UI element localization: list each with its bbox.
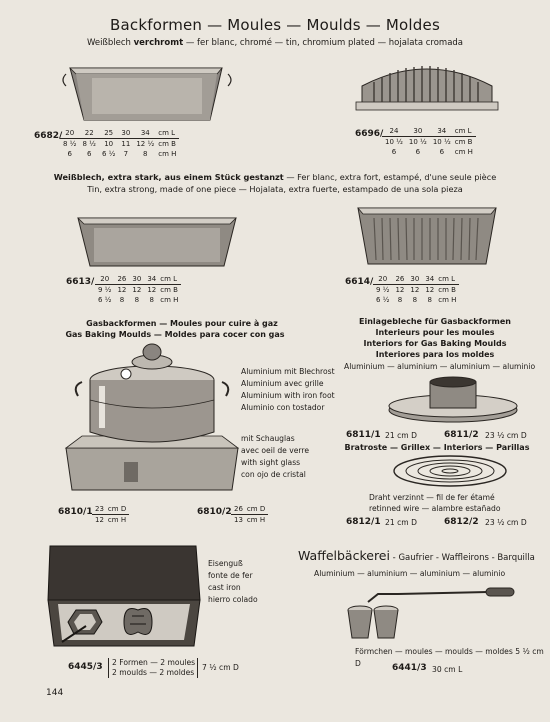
waffle-iron-illustration [338,582,518,644]
page-subtitle: Weißblech verchromt — fer blanc, chromé — tin, chromium plated — hojalata cromada [86,38,464,48]
spec-cell: 30 [407,274,422,285]
spec-cell: 34 [422,274,437,285]
waffle-heading: Waffelbäckerei - Gaufrier - Waffleirons - Barquilla [298,548,535,563]
item-6441-code: 6441/3 [392,663,427,673]
gas-moulds-heading-2: Gas Baking Moulds — Moldes para cocer con gas [65,330,285,339]
spec-cell: 30 [406,126,430,137]
spec-cell: cm H [160,296,179,305]
spec-cell: 10 ½ [432,138,451,146]
item-6810-1-code: 6810/1 [58,507,93,517]
item-6811-2-size: 23 ½ cm D [485,431,527,440]
ribbed-pan-illustration [352,200,502,270]
spec-cell: cm D [107,504,129,515]
gas-mould-desc-2: mit Schauglas avec oeil de verre with sight glass con ojo de cristal [241,434,310,479]
item-6445-desc: 2 Formen — 2 moules 2 moulds — 2 moldes [108,658,195,678]
spec-cell: 20 [60,128,79,139]
grill-illustration [390,452,510,490]
waffle-note: Förmchen — moules — moulds — moldes 5 ½ cm D [355,647,544,668]
spec-cell: 11 [121,140,131,148]
spec-cell: 8 ½ [82,140,96,148]
spec-cell: 34 [133,128,157,139]
spec-cell: 6 [67,150,72,159]
spec-cell: 8 [119,296,125,305]
section-extra-strong-subheading: Tin, extra strong, made of one piece — Hojalata, extra fuerte, estampado de una sola pieza [87,184,463,194]
spec-cell: cm L [159,274,181,285]
spec-cell: 34 [430,126,454,137]
spec-cell: 12 [132,286,142,294]
item-6445-size: 7 ½ cm D [197,658,239,678]
item-6810-1-table [92,504,129,525]
item-6682-code: 6682/ [34,131,63,141]
spec-cell: 6 [86,150,92,159]
spec-cell: 20 [95,274,114,285]
spec-cell: 26 [392,274,407,285]
spec-cell: 25 [99,128,118,139]
item-6811-2-code: 6811/2 [444,430,479,440]
spec-cell: 30 [118,128,133,139]
item-6810-2-table [231,504,268,525]
item-6812-1-code: 6812/1 [346,517,381,527]
waffle-material: Aluminium — aluminium — aluminium — aluminio [314,569,506,578]
item-6812-2-code: 6812/2 [444,517,479,527]
spec-cell: cm H [438,296,457,305]
spec-cell: 12 [95,516,104,524]
spec-cell: 8 [143,150,148,159]
spec-cell: 12 ½ [136,140,155,148]
item-6614-code: 6614/ [345,277,374,287]
grill-heading: Bratroste — Grillex — Interiors — Parillas [344,443,530,452]
inserts-material: Aluminium — aluminium — aluminium — aluminio [344,362,536,371]
spec-cell: 26 [231,504,246,515]
item-6613-code: 6613/ [66,277,95,287]
stamped-pan-illustration [72,212,242,272]
spec-cell: 26 [114,274,129,285]
spec-cell: cm L [454,126,476,137]
spec-cell: 12 [425,286,435,294]
ribbed-mould-illustration [352,56,502,122]
item-6810-2-code: 6810/2 [197,507,232,517]
section-extra-strong-heading: Weißblech, extra stark, aus einem Stück gestanzt — Fer blanc, extra fort, estampé, d'une seule pièce [53,172,497,182]
insert-illustration [386,372,520,428]
cast-iron-desc: Eisenguß fonte de fer cast iron hierro colado [208,559,258,604]
spec-cell: 6 [415,148,421,157]
spec-cell: 8 [427,296,432,305]
gas-mould-desc-1: Aluminium mit Blechrost Aluminium avec grille Aluminium with iron foot Aluminio con tostador [241,367,335,412]
grill-desc: Draht verzinnt — fil de fer étamé retinned wire — alambre estañado [369,493,501,513]
item-6445-code: 6445/3 [68,662,103,672]
spec-cell: cm H [158,150,177,159]
inserts-heading: Einlagebleche für Gasbackformen Interieurs pour les moules Interiors for Gas Baking Moulds Interiores para los moldes [359,317,511,359]
spec-cell: 6 ½ [101,150,116,159]
spec-cell: 8 [397,296,403,305]
spec-cell: 10 [104,140,114,148]
gas-mould-illustration [62,340,242,500]
spec-cell: cm D [246,504,268,515]
spec-cell: cm B [438,286,456,294]
spec-cell: cm B [160,286,178,294]
spec-cell: 10 ½ [408,138,427,146]
item-6696-table [382,126,476,158]
item-6441-size: 30 cm L [432,665,463,674]
item-6812-1-size: 21 cm D [385,518,417,527]
spec-cell: 23 [92,504,107,515]
spec-cell: 6 [439,148,445,157]
spec-cell: 8 [149,296,154,305]
loaf-pan-illustration [62,60,234,130]
spec-cell: 12 [395,286,405,294]
spec-cell: 22 [79,128,98,139]
item-6812-2-size: 23 ½ cm D [485,518,527,527]
item-6696-code: 6696/ [355,129,384,139]
spec-cell: 12 [117,286,127,294]
spec-cell: 10 ½ [385,138,403,146]
page-title: Backformen — Moules — Moulds — Moldes [110,16,440,34]
page-number: 144 [46,688,64,698]
spec-cell: cm H [246,516,266,524]
spec-cell: 20 [373,274,392,285]
spec-cell: 12 [410,286,420,294]
spec-cell: 12 [147,286,157,294]
spec-cell: cm L [437,274,459,285]
spec-cell: 9 ½ [376,286,390,294]
spec-cell: cm H [454,148,473,157]
spec-cell: 7 [123,150,129,159]
spec-cell: 13 [234,516,243,524]
spec-cell: 6 ½ [376,296,390,305]
spec-cell: cm B [158,140,176,148]
item-6682-table [60,128,179,160]
spec-cell: cm B [454,138,473,146]
spec-cell: 6 [391,148,397,157]
spec-cell: 8 [134,296,140,305]
spec-cell: 8 ½ [63,140,77,148]
spec-cell: 30 [129,274,144,285]
spec-cell: cm L [157,128,179,139]
cast-iron-box-illustration [46,544,202,648]
item-6811-1-size: 21 cm D [385,431,417,440]
spec-cell: 34 [144,274,159,285]
spec-cell: 6 ½ [98,296,112,305]
item-6613-table [95,274,181,306]
gas-moulds-heading-1: Gasbackformen — Moules pour cuire à gaz [86,319,278,328]
spec-cell: 8 [412,296,418,305]
spec-cell: 9 ½ [98,286,112,294]
item-6811-1-code: 6811/1 [346,430,381,440]
spec-cell: 24 [382,126,406,137]
item-6614-table [373,274,459,306]
spec-cell: cm H [107,516,127,524]
